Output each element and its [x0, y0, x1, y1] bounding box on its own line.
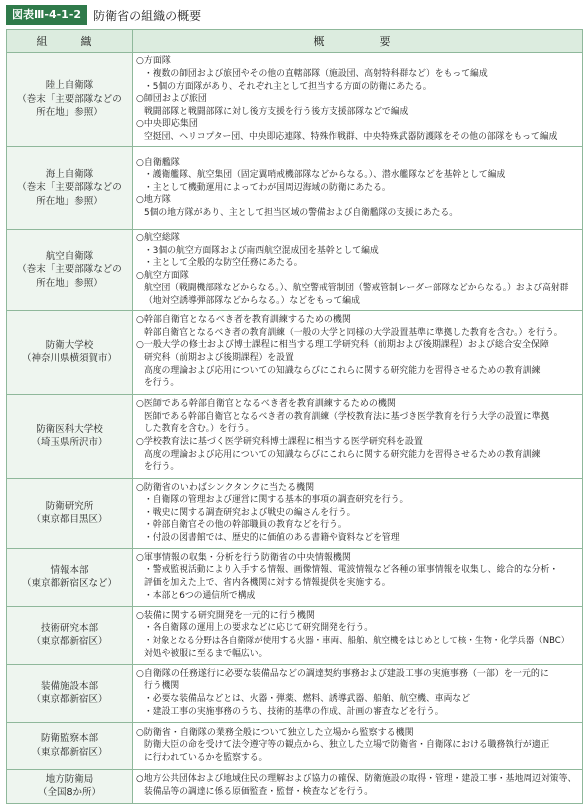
overview-line: 航空団（戦闘機部隊などからなる。）、航空警戒管制団（警戒管制レーダー部隊などからなる。）および高射群	[144, 283, 569, 294]
overview-line: ・3個の航空方面隊および南西航空混成団を基幹として編成	[144, 245, 379, 256]
organization-cell	[7, 548, 133, 606]
organization-note: （東京都新宿区）	[31, 746, 108, 758]
overview-cell	[133, 394, 583, 478]
overview-cell	[133, 230, 583, 311]
overview-line: ・対象となる分野は各自衛隊が使用する火器・車両、船舶、航空機をはじめとして核・生物・化学兵器（NBC）	[144, 636, 570, 647]
overview-line: 幹部自衛官となるべき者の教育訓練（一般の大学と同様の大学設置基準に準拠した教育を含む。）を行う。	[144, 327, 563, 338]
organization-table	[6, 29, 583, 804]
overview-line: ○軍事情報の収集・分析を行う防衛省の中央情報機関	[136, 552, 351, 563]
table-row	[7, 53, 583, 147]
organization-note: （神奈川県横須賀市）	[21, 353, 117, 365]
figure-label: 図表Ⅲ-4-1-2	[6, 5, 87, 25]
overview-line: 対処や被服に至るまで幅広い。	[144, 648, 268, 659]
table-row	[7, 230, 583, 311]
organization-note: 所在地」参照）	[36, 107, 103, 119]
table-row	[7, 722, 583, 769]
table-row	[7, 147, 583, 230]
overview-line: ・主として全般的な防空任務にあたる。	[144, 258, 303, 269]
column-header-organization: 組 織	[7, 30, 133, 53]
organization-cell	[7, 53, 133, 147]
overview-line: ・必要な装備品などとは、火器・弾薬、燃料、誘導武器、船舶、航空機、車両など	[144, 694, 471, 705]
overview-cell	[133, 606, 583, 664]
table-row	[7, 394, 583, 478]
overview-line: ・幹部自衛官その他の幹部職員の教育などを行う。	[144, 520, 347, 531]
table-row	[7, 548, 583, 606]
overview-cell	[133, 53, 583, 147]
table-row	[7, 664, 583, 722]
organization-note: （埼玉県所沢市）	[31, 437, 108, 449]
overview-line: ○師団および旅団	[136, 94, 207, 105]
overview-cell	[133, 147, 583, 230]
overview-line: ・警戒監視活動により入手する情報、画像情報、電波情報など各種の軍事情報を収集し、総合的な分析・	[144, 565, 559, 576]
organization-name: 防衛研究所	[45, 500, 94, 512]
overview-cell	[133, 478, 583, 548]
table-row	[7, 310, 583, 394]
overview-line: 行う機関	[144, 681, 180, 692]
organization-cell	[7, 664, 133, 722]
table-header-row	[7, 30, 583, 53]
overview-line: ・自衛隊の管理および運営に関する基本的事項の調査研究を行う。	[144, 495, 409, 506]
organization-name: 地方防衛局	[45, 773, 94, 785]
overview-cell	[133, 310, 583, 394]
organization-name: 陸上自衛隊	[45, 80, 94, 92]
organization-note: （巻末「主要部隊などの	[17, 264, 122, 276]
organization-note: （全国8か所）	[37, 787, 102, 799]
overview-line: 防衛大臣の命を受けて法令遵守等の観点から、独立した立場で防衛省・自衛隊における職務執行が適正	[144, 740, 550, 751]
overview-line: 高度の理論および応用についての知識ならびにこれらに関する研究能力を習得させるための教育訓練	[144, 449, 541, 460]
overview-line: を行う。	[144, 378, 180, 389]
overview-line: ○航空方面隊	[136, 270, 189, 281]
overview-line: ・主として機動運用によってわが国周辺海域の防衛にあたる。	[144, 182, 391, 193]
overview-line: ・本部と6つの通信所で構成	[144, 590, 256, 601]
overview-line: を行う。	[144, 462, 180, 473]
overview-line: 高度の理論および応用についての知識ならびにこれらに関する研究能力を習得させるための教育訓練	[144, 365, 541, 376]
overview-cell	[133, 664, 583, 722]
organization-note: （東京都新宿区）	[31, 636, 108, 648]
organization-name: 防衛監察本部	[40, 733, 98, 745]
table-row	[7, 478, 583, 548]
overview-line: ○幹部自衛官となるべき者を教育訓練するための機関	[136, 315, 351, 326]
organization-cell	[7, 310, 133, 394]
organization-cell	[7, 147, 133, 230]
overview-line: ○防衛省・自衛隊の業務全般について独立した立場から監察する機関	[136, 727, 414, 738]
column-header-overview: 概 要	[133, 30, 583, 53]
organization-name: 航空自衛隊	[45, 250, 94, 262]
overview-line: ・護衛艦隊、航空集団（固定翼哨戒機部隊などからなる。）、潜水艦隊などを基幹として編成	[144, 170, 506, 181]
overview-line: 5個の地方隊があり、主として担当区域の警備および自衛艦隊の支援にあたる。	[144, 207, 459, 218]
organization-name: 装備施設本部	[40, 680, 98, 692]
overview-line: （地対空誘導弾部隊などからなる。）などをもって編成	[144, 295, 360, 306]
overview-line: ○防衛省のいわばシンクタンクに当たる機関	[136, 482, 315, 493]
organization-note: （巻末「主要部隊などの	[17, 182, 122, 194]
overview-line: ・複数の師団および旅団やその他の直轄部隊（施設団、高射特科群など）をもって編成	[144, 69, 488, 80]
organization-cell	[7, 230, 133, 311]
overview-line: ○航空総隊	[136, 233, 180, 243]
overview-cell	[133, 548, 583, 606]
overview-cell	[133, 769, 583, 803]
overview-line: ○学校教育法に基づく医学研究科博士課程に相当する医学研究科を設置	[136, 437, 423, 448]
overview-line: 医師である幹部自衛官となるべき者の教育訓練（学校教育法に基づき医学教育を行う大学の設置に準拠	[144, 411, 550, 422]
overview-line: した教育を含む。）を行う。	[144, 424, 255, 435]
table-row	[7, 769, 583, 803]
overview-line: ○地方公共団体および地域住民の理解および協力の確保、防衛施設の取得・管理・建設工事・基地周辺対策等、	[136, 774, 577, 785]
overview-line: 評価を加えた上で、省内各機関に対する情報提供を実施する。	[144, 578, 391, 589]
overview-line: ・建設工事の実施事務のうち、技術的基準の作成、計画の審査などを行う。	[144, 706, 444, 717]
overview-line: ○装備に関する研究開発を一元的に行う機関	[136, 610, 315, 621]
overview-line: ・付設の図書館では、歴史的に価値のある書籍や資料などを管理	[144, 532, 400, 543]
overview-line: 装備品等の調達に係る原価監査・監督・検査などを行う。	[144, 787, 374, 798]
overview-line: ・戦史に関する調査研究および戦史の編さんを行う。	[144, 507, 356, 518]
table-body	[7, 53, 583, 804]
organization-cell	[7, 722, 133, 769]
organization-note: （巻末「主要部隊などの	[17, 93, 122, 105]
organization-cell	[7, 394, 133, 478]
overview-cell	[133, 722, 583, 769]
table-row	[7, 606, 583, 664]
organization-name: 情報本部	[50, 564, 89, 576]
overview-line: 空挺団、ヘリコプター団、中央即応連隊、特殊作戦群、中央特殊武器防護隊をその他の部隊をもって編成	[144, 131, 558, 142]
overview-line: ○一般大学の修士および博士課程に相当する理工学研究科（前期および後期課程）および総合安全保障	[136, 340, 549, 351]
organization-cell	[7, 769, 133, 803]
organization-name: 技術研究本部	[40, 622, 98, 634]
overview-line: ○地方隊	[136, 195, 171, 206]
organization-note: （東京都新宿区）	[31, 694, 108, 706]
organization-name: 防衛医科大学校	[36, 423, 103, 435]
organization-cell	[7, 606, 133, 664]
figure-header	[6, 5, 201, 25]
organization-name: 海上自衛隊	[45, 168, 94, 180]
organization-note: （東京都目黒区）	[31, 514, 108, 526]
overview-line: ○中央即応集団	[136, 119, 198, 130]
overview-line: ○自衛隊の任務遂行に必要な装備品などの調達契約事務および建設工事の実施事務（一部）を一元的に	[136, 668, 549, 679]
organization-note: （東京都新宿区など）	[21, 578, 117, 590]
overview-line: 戦闘部隊と戦闘部隊に対し後方支援を行う後方支援部隊などで編成	[144, 106, 409, 117]
overview-line: 研究科（前期および後期課程）を設置	[144, 353, 294, 364]
overview-line: ○方面隊	[136, 56, 171, 67]
organization-cell	[7, 478, 133, 548]
organization-note: 所在地」参照）	[36, 277, 103, 289]
overview-line: ・5個の方面隊があり、それぞれ主として担当する方面の防衛にあたる。	[144, 81, 432, 92]
overview-line: ・各自衛隊の運用上の要求などに応じて研究開発を行う。	[144, 623, 374, 634]
overview-line: に行われているかを監察する。	[144, 752, 268, 763]
organization-note: 所在地」参照）	[36, 195, 103, 207]
overview-line: ○自衛艦隊	[136, 157, 180, 168]
figure-title: 防衛省の組織の概要	[93, 8, 202, 23]
overview-line: ○医師である幹部自衛官となるべき者を教育訓練するための機関	[136, 399, 396, 410]
organization-name: 防衛大学校	[45, 339, 94, 351]
